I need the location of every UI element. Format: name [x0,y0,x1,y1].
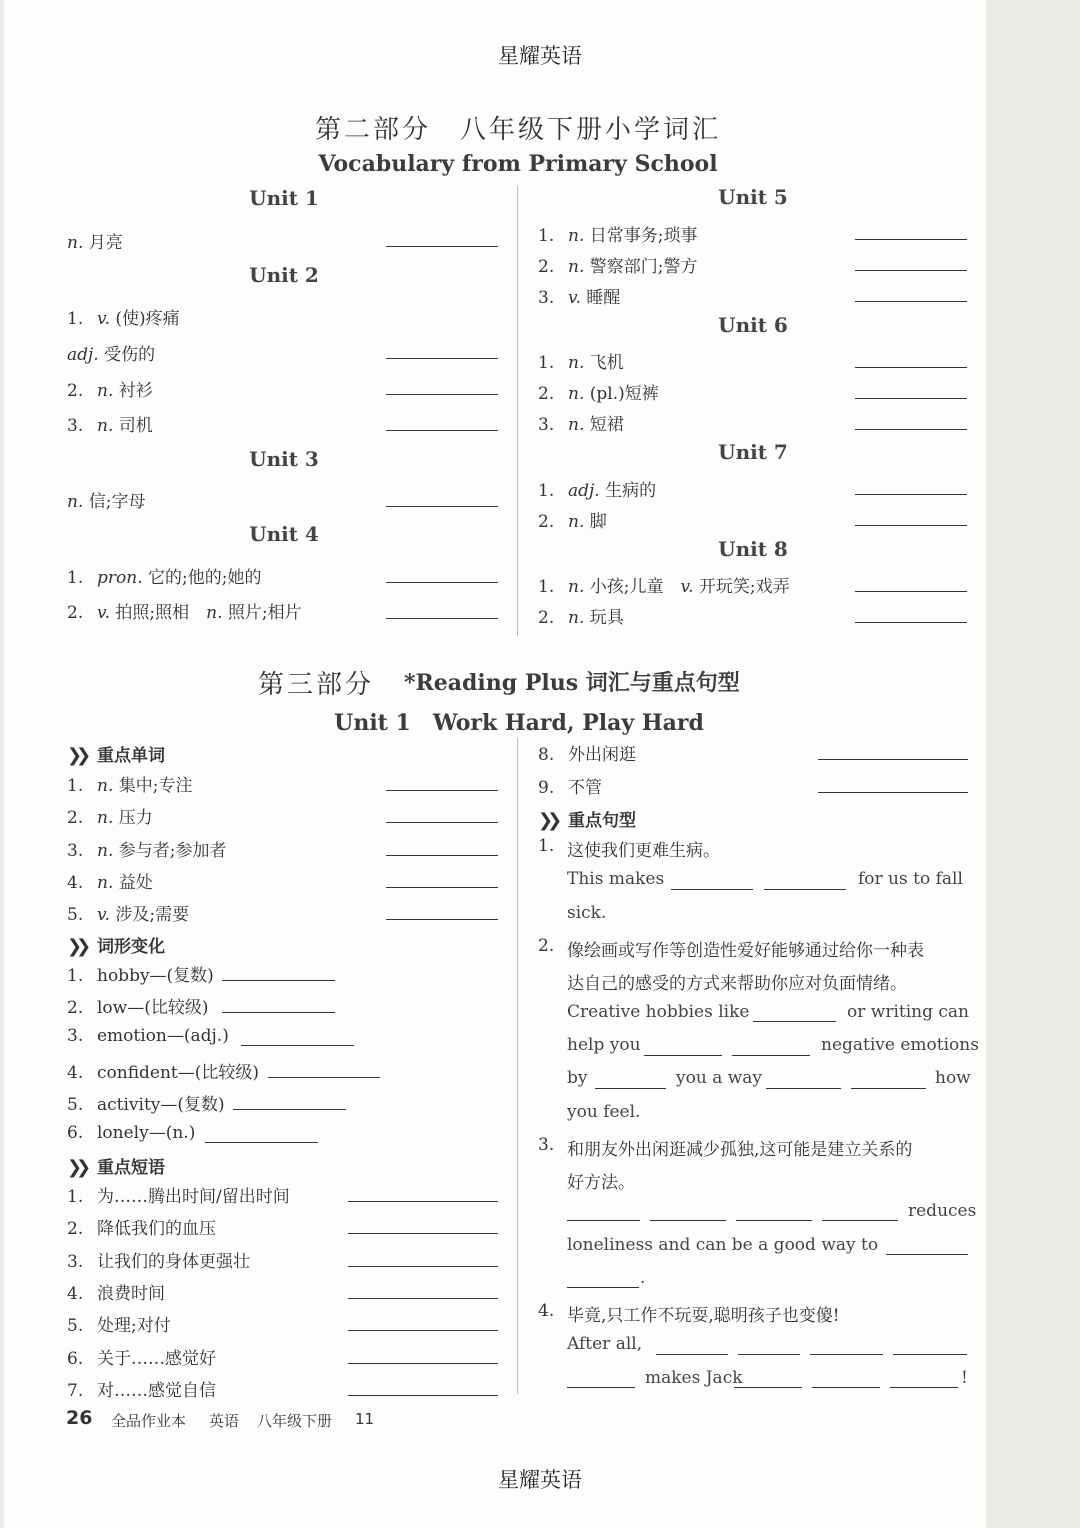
sentence-chinese: 好方法。 [567,1173,635,1193]
unit-heading: Unit 6 [718,313,788,337]
item-number: 2. [538,512,555,532]
answer-blank[interactable] [222,1012,335,1013]
item-number: 2. [67,603,84,623]
footer-book: 全品作业本 [111,1412,187,1430]
answer-blank[interactable] [650,1220,726,1221]
item-text: 外出闲逛 [568,745,636,765]
vocab-row [538,283,620,308]
part-of-speech: n. [67,233,89,253]
answer-blank[interactable] [671,889,753,890]
key-phrase-row [67,1344,216,1369]
part-of-speech: v. [97,309,116,329]
vocab-row [538,252,698,277]
answer-blank[interactable] [644,1055,722,1056]
sentence-chinese: 毕竟,只工作不玩耍,聪明孩子也变傻! [567,1306,840,1326]
answer-blank[interactable] [753,1021,836,1022]
item-text: 司机 [118,416,153,436]
answer-blank[interactable] [855,270,967,271]
answer-blank[interactable] [822,1220,898,1221]
part-of-speech: v. [663,577,699,597]
item-text: 月亮 [88,233,123,253]
answer-blank[interactable] [855,622,967,623]
key-phrase-row [538,740,636,765]
answer-blank[interactable] [241,1045,354,1046]
item-number: 1. [67,776,84,796]
part-of-speech: n. [568,226,590,246]
item-number: 3. [67,840,84,861]
section-label: 词形变化 [97,937,165,957]
double-chevron-icon: ❯❯ [67,936,86,957]
double-chevron-icon: ❯❯ [67,745,86,766]
answer-blank[interactable] [890,1387,958,1388]
answer-blank[interactable] [348,1201,498,1202]
part-of-speech: n. [97,381,119,401]
sentence-english: or writing can [847,1002,969,1022]
item-text: 为……腾出时间/留出时间 [97,1187,290,1207]
item-number: 1. [538,226,555,246]
item-number: 4. [67,872,84,893]
unit-heading: Unit 1 [249,186,319,210]
item-number: 5. [67,1316,84,1337]
unit-heading: Unit 4 [249,522,319,546]
watermark-bottom: 星耀英语 [498,1468,582,1492]
part-of-speech: v. [97,905,116,926]
item-text: (pl.)短裤 [589,384,659,404]
sentence-english: reduces [908,1201,977,1221]
answer-blank[interactable] [386,822,498,823]
item-text: 照片;相片 [227,603,302,623]
item-number: 6. [67,1348,84,1369]
part-of-speech: n. [97,416,119,436]
answer-blank[interactable] [893,1354,967,1355]
answer-blank[interactable] [851,1088,926,1089]
vocab-row [538,348,624,373]
answer-blank[interactable] [386,855,498,856]
item-text: 小孩;儿童 [589,577,664,597]
item-text: 警察部门;警方 [589,257,698,277]
part-of-speech: n. [67,492,89,512]
item-text: 拍照;照相 [115,603,190,623]
item-text: 衬衫 [118,381,153,401]
vocab-row [538,603,624,628]
word-form-row [67,1058,259,1083]
sentence-english: . [640,1268,646,1288]
item-number: 2. [67,381,84,401]
item-number: 4. [67,1283,84,1304]
part-of-speech: n. [568,608,590,628]
item-text: 生病的 [605,481,657,501]
answer-blank[interactable] [268,1077,380,1078]
item-number: 3. [67,416,84,436]
item-number: 1. [67,309,84,329]
sentence-english: by [567,1068,588,1088]
key-phrase-row [67,1311,171,1336]
item-text: 不管 [568,777,602,798]
vocab-row [538,410,624,435]
item-number: 2. [538,257,555,277]
answer-blank[interactable] [818,759,968,760]
vocab-row [538,572,790,597]
part-of-speech: pron. [97,568,148,588]
sentence-english: for us to fall [858,869,963,889]
item-text: (使)疼痛 [115,309,180,329]
item-text: 让我们的身体更强壮 [97,1251,250,1272]
answer-blank[interactable] [810,1354,883,1355]
vocab-row [67,487,146,512]
item-text: 处理;对付 [97,1316,171,1337]
answer-blank[interactable] [764,889,846,890]
item-number: 3. [538,415,555,435]
item-number: 4. [538,1301,555,1321]
answer-blank[interactable] [386,919,498,920]
sentence-english: Creative hobbies like [567,1002,750,1022]
item-text: 集中;专注 [118,776,193,796]
footer-grade: 八年级下册 [257,1412,333,1430]
item-number: 1. [538,577,555,597]
key-phrase-row [67,1247,250,1272]
key-word-row [67,900,189,925]
page-number: 26 [66,1407,93,1429]
item-text: lonely—(n.) [97,1122,196,1143]
part3-title-cn: 第三部分 [258,670,375,700]
answer-blank[interactable] [818,792,968,793]
item-number: 9. [538,777,555,798]
item-text: 涉及;需要 [115,905,190,926]
section-word-forms [67,932,165,957]
double-chevron-icon: ❯❯ [67,1157,86,1178]
section-key-sentences [538,806,636,831]
answer-blank[interactable] [656,1354,728,1355]
item-text: low—(比较级) [97,998,209,1019]
item-number: 3. [538,288,555,308]
item-number: 5. [67,1095,84,1116]
answer-blank[interactable] [736,1220,812,1221]
answer-blank[interactable] [855,429,967,430]
item-text: 它的;他的;她的 [148,568,262,588]
item-text: 睡醒 [586,288,621,308]
item-number: 6. [67,1122,84,1143]
answer-blank[interactable] [567,1220,640,1221]
word-form-row [67,961,214,986]
part-of-speech: n. [97,808,119,829]
key-word-row [67,868,153,893]
item-number: 1. [538,481,555,501]
item-number: 2. [538,936,555,956]
item-text: hobby—(复数) [97,966,214,986]
key-phrase-row [67,1376,216,1401]
part-of-speech: adj. [67,345,105,365]
item-number: 1. [67,1187,84,1207]
part-of-speech: n. [568,577,590,597]
column-divider [517,186,518,636]
word-form-row [67,993,209,1018]
item-text: 降低我们的血压 [97,1219,216,1240]
answer-blank[interactable] [386,394,498,395]
answer-blank[interactable] [348,1266,498,1267]
sentence-english: you feel. [567,1102,641,1122]
item-text: 开玩笑;戏弄 [698,577,790,597]
part2-subtitle: Vocabulary from Primary School [318,151,718,177]
answer-blank[interactable] [855,494,967,495]
item-number: 2. [538,384,555,404]
vocab-row [67,411,153,436]
key-word-row [67,771,193,796]
item-number: 2. [538,608,555,628]
part-of-speech: n. [568,353,590,373]
item-text: 受伤的 [104,345,156,365]
item-number: 5. [67,905,84,926]
vocab-row [67,563,261,588]
answer-blank[interactable] [386,618,498,619]
item-text: emotion—(adj.) [97,1025,229,1046]
answer-blank[interactable] [855,398,967,399]
part3-title-en: *Reading Plus 词汇与重点句型 [404,670,740,696]
part-of-speech: n. [568,257,590,277]
unit-heading: Unit 5 [718,185,788,209]
sentence-chinese: 和朋友外出闲逛减少孤独,这可能是建立关系的 [567,1140,913,1160]
part-of-speech: n. [568,415,590,435]
answer-blank[interactable] [567,1387,635,1388]
answer-blank[interactable] [855,301,967,302]
answer-blank[interactable] [386,358,498,359]
sentence-english: negative emotions [821,1035,979,1055]
vocab-row [67,340,155,365]
section-label: 重点短语 [97,1158,165,1178]
item-text: 浪费时间 [97,1283,165,1304]
workbook-page [4,0,986,1528]
part-of-speech: n. [97,776,119,796]
sentence-english: help you [567,1035,641,1055]
watermark-top: 星耀英语 [498,44,582,68]
answer-blank[interactable] [595,1088,666,1089]
item-text: 压力 [118,808,153,829]
vocab-row [538,379,659,404]
item-number: 1. [538,353,555,373]
sentence-english: makes Jack [645,1368,743,1388]
sentence-english: This makes [567,869,665,889]
item-number: 3. [538,1135,555,1155]
answer-blank[interactable] [386,506,498,507]
vocab-row [67,228,123,253]
double-chevron-icon: ❯❯ [538,810,557,831]
answer-blank[interactable] [386,246,498,247]
item-text: 对……感觉自信 [97,1380,216,1401]
item-number: 7. [67,1380,84,1401]
sentence-chinese: 像绘画或写作等创造性爱好能够通过给你一种表 [567,941,924,961]
unit-heading: Unit 2 [249,263,319,287]
unit-heading: Unit 8 [718,537,788,561]
answer-blank[interactable] [855,367,967,368]
item-number: 4. [67,1062,84,1083]
key-phrase-row [67,1214,216,1239]
answer-blank[interactable] [386,790,498,791]
word-form-row [67,1026,229,1046]
answer-blank[interactable] [766,1088,841,1089]
sentence-english: you a way [676,1068,763,1088]
part-of-speech: n. [189,603,228,623]
answer-blank[interactable] [855,239,967,240]
answer-blank[interactable] [812,1387,880,1388]
item-number: 2. [67,1219,84,1240]
section-key-words [67,741,165,766]
answer-blank[interactable] [233,1109,346,1110]
sentence-english: how [935,1068,971,1088]
answer-blank[interactable] [222,980,335,981]
key-phrase-row [67,1182,290,1207]
word-form-row [67,1090,225,1115]
key-phrase-row [538,773,602,798]
item-text: 短裙 [589,415,624,435]
part-of-speech: n. [97,840,119,861]
part2-title: 第二部分 八年级下册小学词汇 [314,115,722,145]
item-number: 2. [67,808,84,829]
item-number: 3. [67,1251,84,1272]
answer-blank[interactable] [348,1330,498,1331]
answer-blank[interactable] [567,1287,639,1288]
key-phrase-row [67,1279,165,1304]
item-text: activity—(复数) [97,1095,225,1116]
item-text: 参与者;参加者 [118,840,227,861]
item-text: 益处 [118,872,153,893]
item-text: 信;字母 [88,492,146,512]
vocab-row [538,221,698,246]
answer-blank[interactable] [732,1055,810,1056]
answer-blank[interactable] [855,525,967,526]
vocab-row [67,376,153,401]
item-number: 2. [67,998,84,1019]
vocab-row [538,476,656,501]
item-text: confident—(比较级) [97,1062,260,1083]
answer-blank[interactable] [386,430,498,431]
item-text: 脚 [589,512,607,532]
answer-blank[interactable] [348,1363,498,1364]
sentence-english: ! [961,1368,968,1388]
answer-blank[interactable] [348,1233,498,1234]
item-text: 日常事务;琐事 [589,226,698,246]
key-word-row [67,803,153,828]
vocab-row [538,507,607,532]
key-word-row [67,836,227,861]
item-number: 1. [67,568,84,588]
answer-blank[interactable] [386,887,498,888]
section-key-phrases [67,1153,165,1178]
section-label: 重点句型 [568,811,636,831]
unit-heading: Unit 7 [718,440,788,464]
answer-blank[interactable] [734,1387,802,1388]
column-divider [517,738,518,1394]
vocab-row [67,598,302,623]
item-text: 玩具 [589,608,624,628]
answer-blank[interactable] [205,1142,318,1143]
vocab-row [67,304,180,329]
part-of-speech: v. [97,603,116,623]
item-text: 关于……感觉好 [97,1348,216,1369]
sentence-chinese: 达自己的感受的方式来帮助你应对负面情绪。 [567,974,907,994]
sentence-chinese: 这使我们更难生病。 [567,841,720,861]
part-of-speech: v. [568,288,587,308]
part-of-speech: n. [97,872,119,893]
word-form-row [67,1123,195,1143]
footer-subject: 英语 [209,1412,240,1430]
answer-blank[interactable] [348,1395,498,1396]
footer-code: 11 [355,1410,375,1428]
part-of-speech: adj. [568,481,606,501]
item-number: 8. [538,745,555,765]
part3-unit-title: Unit 1 Work Hard, Play Hard [334,710,704,736]
unit-heading: Unit 3 [249,447,319,471]
answer-blank[interactable] [738,1354,800,1355]
sentence-english: loneliness and can be a good way to [567,1235,879,1255]
item-number: 1. [67,966,84,986]
item-number: 1. [538,836,555,856]
sentence-english: sick. [567,903,607,923]
item-text: 飞机 [589,353,624,373]
answer-blank[interactable] [886,1254,968,1255]
answer-blank[interactable] [348,1298,498,1299]
answer-blank[interactable] [386,582,498,583]
part-of-speech: n. [568,384,590,404]
answer-blank[interactable] [855,591,967,592]
item-number: 3. [67,1025,84,1046]
sentence-english: After all, [567,1334,643,1354]
part-of-speech: n. [568,512,590,532]
section-label: 重点单词 [97,746,165,766]
